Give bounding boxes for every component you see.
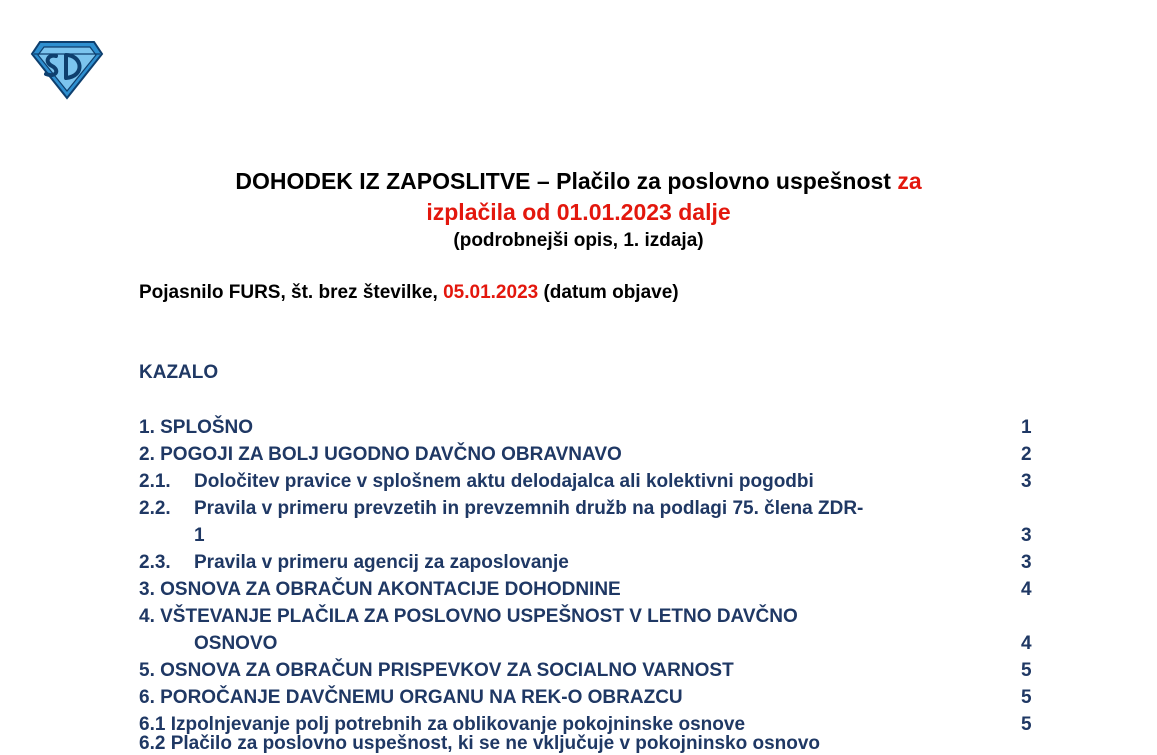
toc-item-text: Pravila v primeru prevzetih in prevzemnih družb na podlagi 75. člena ZDR- — [194, 498, 864, 519]
title-main-text: DOHODEK IZ ZAPOSLITVE – Plačilo za poslovno uspešnost — [235, 168, 891, 194]
title-line-2: izplačila od 01.01.2023 dalje — [426, 199, 731, 225]
toc-item-5[interactable] — [139, 657, 1039, 684]
source-line — [139, 282, 679, 304]
toc-page-number: 3 — [1021, 525, 1032, 546]
toc-item-2-2[interactable] — [139, 495, 1039, 522]
toc-item-number: 2.1. — [139, 471, 171, 492]
fd-diamond-logo-icon — [30, 40, 104, 100]
toc-item-text: 2. POGOJI ZA BOLJ UGODNO DAVČNO OBRAVNAVO — [139, 444, 622, 465]
toc-item-text: 6. POROČANJE DAVČNEMU ORGANU NA REK-O OBRAZCU — [139, 687, 683, 708]
toc-item-2-1[interactable] — [139, 468, 1039, 495]
toc-item-text: Določitev pravice v splošnem aktu delodajalca ali kolektivni pogodbi — [194, 471, 814, 492]
toc-item-1[interactable] — [139, 414, 1039, 441]
title-line-1 — [0, 166, 1157, 197]
toc-item-6[interactable] — [139, 684, 1039, 711]
toc-page-number: 3 — [1021, 552, 1032, 573]
toc-item-2-3[interactable] — [139, 549, 1039, 576]
toc-page-number: 5 — [1021, 660, 1032, 681]
toc-item-4[interactable] — [139, 603, 1039, 630]
source-suffix: (datum objave) — [543, 282, 679, 303]
toc-page-number: 5 — [1021, 714, 1032, 735]
toc-item-text: 4. VŠTEVANJE PLAČILA ZA POSLOVNO USPEŠNOST V LETNO DAVČNO — [139, 606, 798, 627]
toc-item-number: 2.3. — [139, 552, 171, 573]
toc-item-text: 3. OSNOVA ZA OBRAČUN AKONTACIJE DOHODNINE — [139, 579, 621, 600]
toc-page-number: 2 — [1021, 444, 1032, 465]
toc-item-number: 2.2. — [139, 498, 171, 519]
table-of-contents — [139, 414, 1039, 738]
toc-item-text: Pravila v primeru agencij za zaposlovanje — [194, 552, 569, 573]
publication-date: 05.01.2023 — [443, 282, 539, 303]
toc-item-text-continuation: 1 — [194, 525, 205, 546]
toc-heading: KAZALO — [139, 362, 219, 383]
title-red-text: za — [897, 168, 922, 194]
toc-item-text: 6.1 Izpolnjevanje polj potrebnih za oblikovanje pokojninske osnove — [139, 714, 746, 735]
toc-page-number: 5 — [1021, 687, 1032, 708]
toc-item-2[interactable] — [139, 441, 1039, 468]
toc-item-text-continuation: OSNOVO — [194, 633, 278, 654]
toc-page-number: 4 — [1021, 579, 1032, 600]
source-prefix: Pojasnilo FURS, št. brez številke, — [139, 282, 438, 303]
toc-item-2-2-continuation[interactable] — [139, 522, 1039, 549]
document-subtitle: (podrobnejši opis, 1. izdaja) — [453, 230, 704, 251]
toc-item-6-2[interactable]: 6.2 Plačilo za poslovno uspešnost, ki se ne vključuje v pokojninsko osnovo — [139, 733, 821, 754]
toc-item-3[interactable] — [139, 576, 1039, 603]
toc-item-text: 5. OSNOVA ZA OBRAČUN PRISPEVKOV ZA SOCIALNO VARNOST — [139, 660, 734, 681]
toc-page-number: 1 — [1021, 417, 1032, 438]
toc-page-number: 4 — [1021, 633, 1032, 654]
toc-item-4-continuation[interactable] — [139, 630, 1039, 657]
toc-item-text: 1. SPLOŠNO — [139, 417, 254, 438]
toc-page-number: 3 — [1021, 471, 1032, 492]
document-title — [0, 166, 1157, 254]
